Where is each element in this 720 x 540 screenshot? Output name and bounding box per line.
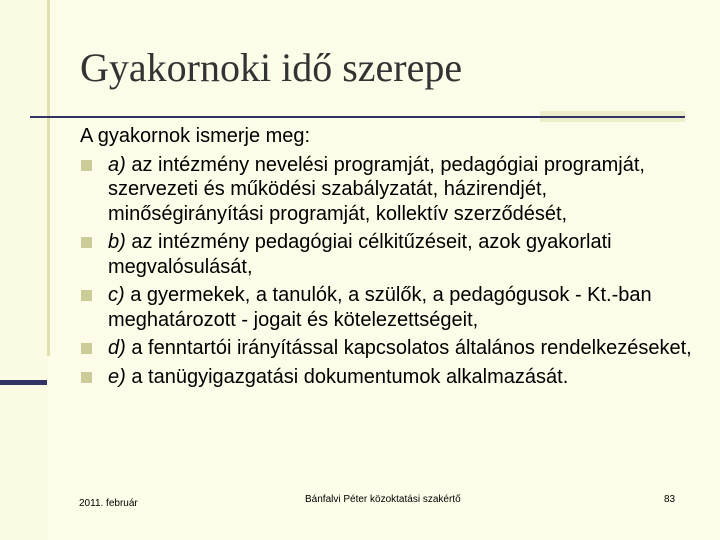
bullet-prefix: a) bbox=[108, 153, 126, 176]
square-bullet-icon bbox=[81, 343, 92, 354]
list-item bbox=[80, 336, 700, 361]
list-item bbox=[80, 153, 700, 227]
bullet-text: az intézmény nevelési programját, pedagógiai programját, szervezeti és működési szabályzatát, házirendjét, minőségirányítási programját, kollektív szerződését, bbox=[108, 153, 645, 225]
list-item bbox=[80, 283, 700, 332]
bullet-prefix: c) bbox=[108, 284, 125, 306]
bullet-list bbox=[80, 153, 700, 390]
footer-date: 2011. február bbox=[79, 498, 138, 509]
bullet-prefix: d) bbox=[108, 337, 126, 359]
left-band-stripe bbox=[47, 0, 50, 356]
slide-content bbox=[80, 124, 700, 393]
left-band-accent-bar bbox=[0, 380, 47, 385]
bullet-prefix: b) bbox=[108, 231, 126, 253]
square-bullet-icon bbox=[81, 372, 92, 383]
footer-page-number: 83 bbox=[664, 494, 676, 505]
list-item bbox=[80, 365, 700, 390]
list-item bbox=[80, 230, 700, 279]
footer-author: Bánfalvi Péter közoktatási szakértő bbox=[305, 494, 461, 505]
square-bullet-icon bbox=[81, 237, 92, 248]
bullet-text: a gyermekek, a tanulók, a szülők, a pedagógusok - Kt.-ban meghatározott - jogait és kötelezettségeit, bbox=[108, 284, 652, 331]
square-bullet-icon bbox=[81, 160, 92, 171]
bullet-prefix: e) bbox=[108, 365, 126, 388]
slide-title: Gyakornoki idő szerepe bbox=[80, 45, 463, 90]
bullet-text: a fenntartói irányítással kapcsolatos általános rendelkezéseket, bbox=[125, 337, 692, 359]
title-underline-rule bbox=[30, 116, 685, 118]
bullet-text: a tanügyigazgatási dokumentumok alkalmazását. bbox=[125, 365, 569, 388]
bullet-text: az intézmény pedagógiai célkitűzéseit, azok gyakorlati megvalósulását, bbox=[108, 231, 612, 278]
left-decorative-band bbox=[0, 0, 47, 540]
intro-text: A gyakornok ismerje meg: bbox=[80, 125, 311, 147]
square-bullet-icon bbox=[81, 290, 92, 301]
